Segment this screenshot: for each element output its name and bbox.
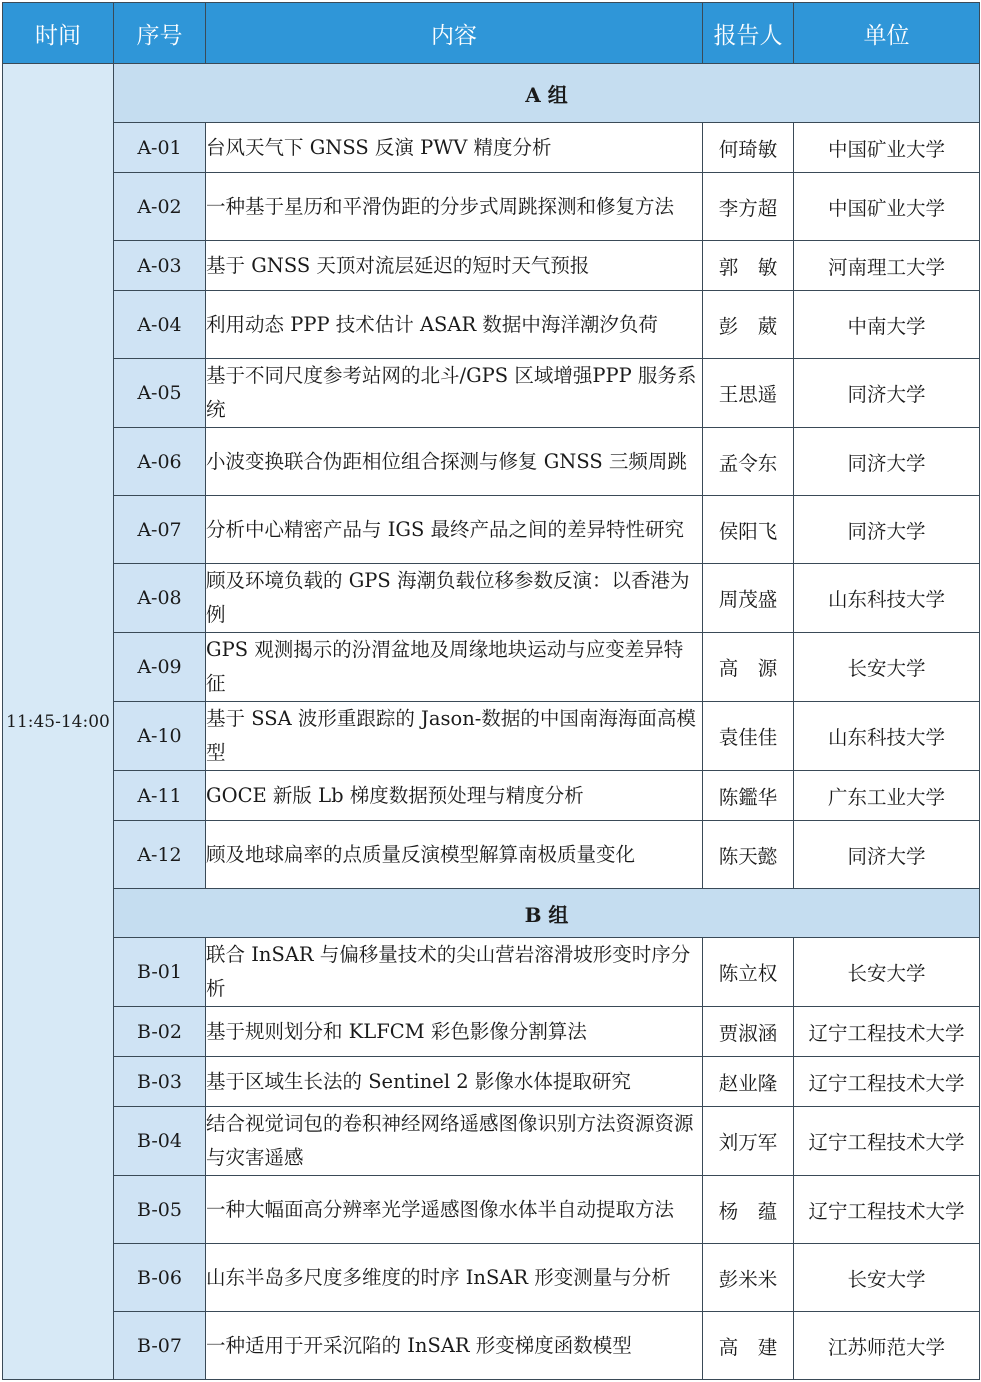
row-id: A-12 bbox=[114, 821, 206, 889]
row-reporter: 刘万军 bbox=[703, 1107, 794, 1176]
row-affiliation: 辽宁工程技术大学 bbox=[794, 1176, 980, 1244]
header-affiliation: 单位 bbox=[794, 3, 980, 64]
row-title: 基于区域生长法的 Sentinel 2 影像水体提取研究 bbox=[206, 1057, 703, 1107]
row-id: B-02 bbox=[114, 1007, 206, 1057]
table-row bbox=[3, 633, 980, 702]
row-title: 顾及地球扁率的点质量反演模型解算南极质量变化 bbox=[206, 821, 703, 889]
row-reporter: 郭 敏 bbox=[703, 241, 794, 291]
row-reporter: 何琦敏 bbox=[703, 123, 794, 173]
row-reporter: 高 建 bbox=[703, 1312, 794, 1380]
row-title: 顾及环境负载的 GPS 海潮负载位移参数反演：以香港为例 bbox=[206, 564, 703, 633]
table-row bbox=[3, 702, 980, 771]
table-row bbox=[3, 771, 980, 821]
row-reporter: 李方超 bbox=[703, 173, 794, 241]
session-time: 11:45-14:00 bbox=[3, 64, 114, 1380]
row-id: A-03 bbox=[114, 241, 206, 291]
row-reporter: 杨 蕴 bbox=[703, 1176, 794, 1244]
table-row bbox=[3, 564, 980, 633]
row-affiliation: 中国矿业大学 bbox=[794, 123, 980, 173]
table-row bbox=[3, 173, 980, 241]
table-row bbox=[3, 291, 980, 359]
row-affiliation: 山东科技大学 bbox=[794, 702, 980, 771]
row-affiliation: 辽宁工程技术大学 bbox=[794, 1107, 980, 1176]
row-id: B-01 bbox=[114, 938, 206, 1007]
row-title: 分析中心精密产品与 IGS 最终产品之间的差异特性研究 bbox=[206, 496, 703, 564]
header-number: 序号 bbox=[114, 3, 206, 64]
row-reporter: 王思遥 bbox=[703, 359, 794, 428]
row-title: 结合视觉词包的卷积神经网络遥感图像识别方法资源资源与灾害遥感 bbox=[206, 1107, 703, 1176]
table-row bbox=[3, 1007, 980, 1057]
row-affiliation: 长安大学 bbox=[794, 633, 980, 702]
table-row bbox=[3, 123, 980, 173]
schedule-table bbox=[2, 2, 980, 1380]
row-affiliation: 同济大学 bbox=[794, 821, 980, 889]
row-title: 基于 SSA 波形重跟踪的 Jason-数据的中国南海海面高模型 bbox=[206, 702, 703, 771]
row-id: B-04 bbox=[114, 1107, 206, 1176]
row-title: 利用动态 PPP 技术估计 ASAR 数据中海洋潮汐负荷 bbox=[206, 291, 703, 359]
row-id: A-04 bbox=[114, 291, 206, 359]
header-row bbox=[3, 3, 980, 64]
row-reporter: 陈立权 bbox=[703, 938, 794, 1007]
row-affiliation: 山东科技大学 bbox=[794, 564, 980, 633]
table-row bbox=[3, 1176, 980, 1244]
row-reporter: 高 源 bbox=[703, 633, 794, 702]
table-row bbox=[3, 821, 980, 889]
row-title: GPS 观测揭示的汾渭盆地及周缘地块运动与应变差异特征 bbox=[206, 633, 703, 702]
row-affiliation: 同济大学 bbox=[794, 359, 980, 428]
row-reporter: 贾淑涵 bbox=[703, 1007, 794, 1057]
row-reporter: 陈天懿 bbox=[703, 821, 794, 889]
row-reporter: 彭米米 bbox=[703, 1244, 794, 1312]
row-id: B-06 bbox=[114, 1244, 206, 1312]
table-row bbox=[3, 1107, 980, 1176]
row-title: 一种基于星历和平滑伪距的分步式周跳探测和修复方法 bbox=[206, 173, 703, 241]
table-row bbox=[3, 359, 980, 428]
row-title: GOCE 新版 Lb 梯度数据预处理与精度分析 bbox=[206, 771, 703, 821]
row-title: 基于不同尺度参考站网的北斗/GPS 区域增强PPP 服务系统 bbox=[206, 359, 703, 428]
header-time: 时间 bbox=[3, 3, 114, 64]
row-reporter: 孟令东 bbox=[703, 428, 794, 496]
row-title: 台风天气下 GNSS 反演 PWV 精度分析 bbox=[206, 123, 703, 173]
group-title: B 组 bbox=[114, 889, 980, 938]
row-title: 一种适用于开采沉陷的 InSAR 形变梯度函数模型 bbox=[206, 1312, 703, 1380]
row-affiliation: 广东工业大学 bbox=[794, 771, 980, 821]
row-affiliation: 辽宁工程技术大学 bbox=[794, 1007, 980, 1057]
row-id: A-07 bbox=[114, 496, 206, 564]
header-reporter: 报告人 bbox=[703, 3, 794, 64]
row-title: 一种大幅面高分辨率光学遥感图像水体半自动提取方法 bbox=[206, 1176, 703, 1244]
row-title: 基于 GNSS 天顶对流层延迟的短时天气预报 bbox=[206, 241, 703, 291]
row-affiliation: 中国矿业大学 bbox=[794, 173, 980, 241]
row-reporter: 陈鑑华 bbox=[703, 771, 794, 821]
group-row bbox=[3, 889, 980, 938]
row-affiliation: 长安大学 bbox=[794, 1244, 980, 1312]
table-row bbox=[3, 1057, 980, 1107]
table-row bbox=[3, 428, 980, 496]
table-row bbox=[3, 1244, 980, 1312]
row-reporter: 侯阳飞 bbox=[703, 496, 794, 564]
row-id: A-06 bbox=[114, 428, 206, 496]
row-id: A-01 bbox=[114, 123, 206, 173]
table-row bbox=[3, 496, 980, 564]
row-affiliation: 长安大学 bbox=[794, 938, 980, 1007]
row-affiliation: 河南理工大学 bbox=[794, 241, 980, 291]
row-id: A-09 bbox=[114, 633, 206, 702]
row-id: A-05 bbox=[114, 359, 206, 428]
row-title: 小波变换联合伪距相位组合探测与修复 GNSS 三频周跳 bbox=[206, 428, 703, 496]
row-id: A-08 bbox=[114, 564, 206, 633]
row-reporter: 袁佳佳 bbox=[703, 702, 794, 771]
row-reporter: 赵业隆 bbox=[703, 1057, 794, 1107]
row-id: A-02 bbox=[114, 173, 206, 241]
row-reporter: 周茂盛 bbox=[703, 564, 794, 633]
row-title: 联合 InSAR 与偏移量技术的尖山营岩溶滑坡形变时序分析 bbox=[206, 938, 703, 1007]
row-affiliation: 同济大学 bbox=[794, 428, 980, 496]
row-id: B-07 bbox=[114, 1312, 206, 1380]
row-id: A-10 bbox=[114, 702, 206, 771]
row-id: B-03 bbox=[114, 1057, 206, 1107]
row-id: A-11 bbox=[114, 771, 206, 821]
table-row bbox=[3, 241, 980, 291]
table-row bbox=[3, 1312, 980, 1380]
row-affiliation: 辽宁工程技术大学 bbox=[794, 1057, 980, 1107]
row-affiliation: 中南大学 bbox=[794, 291, 980, 359]
row-affiliation: 江苏师范大学 bbox=[794, 1312, 980, 1380]
group-row bbox=[3, 64, 980, 123]
row-title: 基于规则划分和 KLFCM 彩色影像分割算法 bbox=[206, 1007, 703, 1057]
row-id: B-05 bbox=[114, 1176, 206, 1244]
row-title: 山东半岛多尺度多维度的时序 InSAR 形变测量与分析 bbox=[206, 1244, 703, 1312]
header-content: 内容 bbox=[206, 3, 703, 64]
table-row bbox=[3, 938, 980, 1007]
row-reporter: 彭 葳 bbox=[703, 291, 794, 359]
group-title: A 组 bbox=[114, 64, 980, 123]
row-affiliation: 同济大学 bbox=[794, 496, 980, 564]
